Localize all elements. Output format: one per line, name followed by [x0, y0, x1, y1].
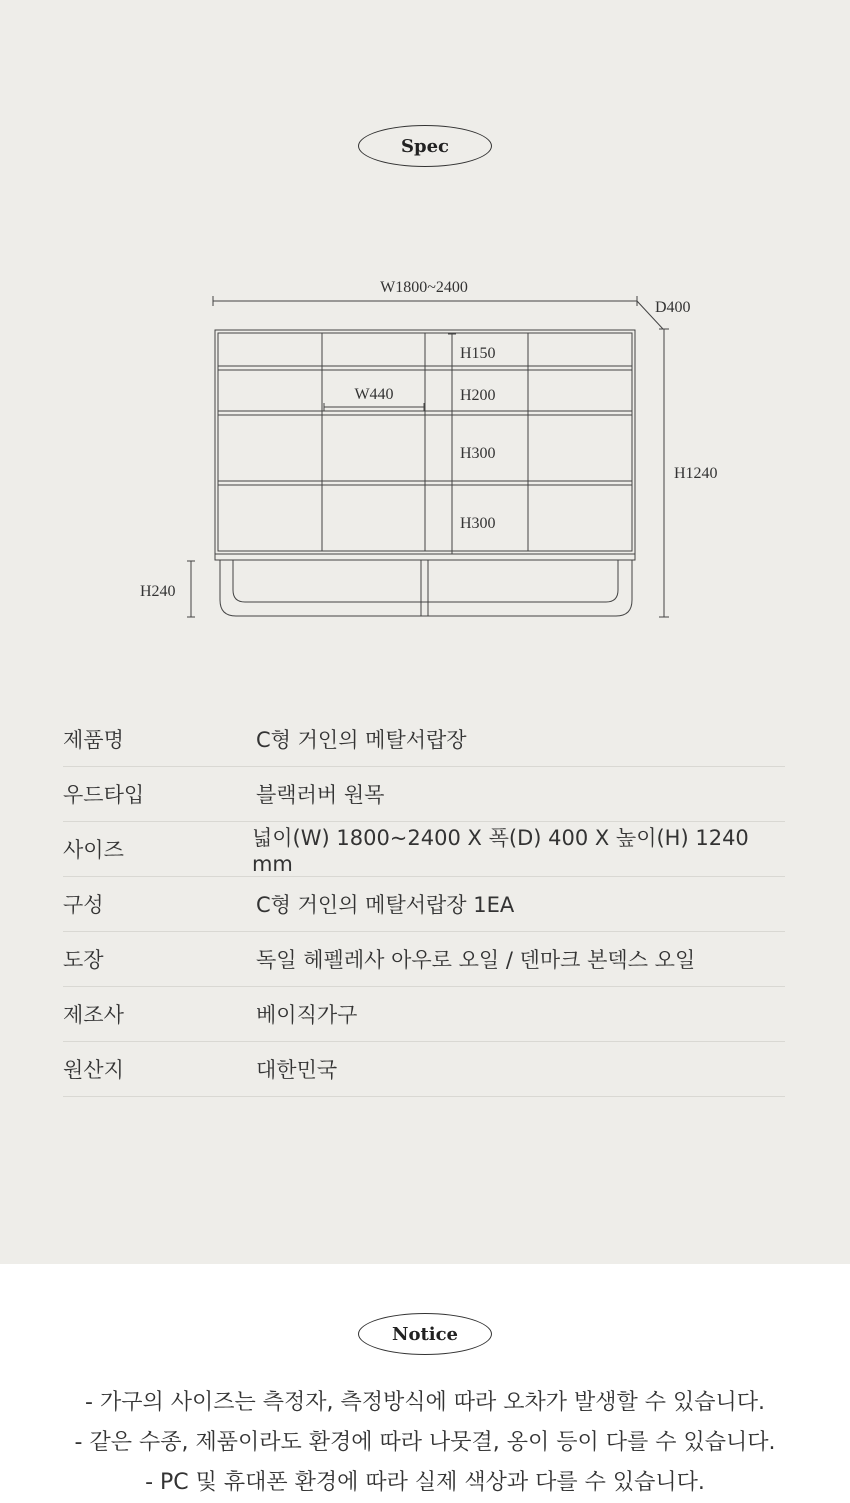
notice-line: - PC 및 휴대폰 환경에 따라 실제 색상과 다를 수 있습니다.	[145, 1470, 705, 1495]
drawer-height-label: H150	[460, 345, 496, 362]
spec-label: 원산지	[63, 1058, 124, 1082]
spec-row	[63, 877, 785, 932]
spec-value: 독일 헤펠레사 아우로 오일 / 덴마크 본덱스 오일	[256, 948, 696, 972]
spec-value: 베이직가구	[256, 1003, 358, 1027]
notice-list	[0, 1383, 850, 1503]
spec-label: 사이즈	[63, 838, 124, 862]
drawer-height-label: H300	[460, 445, 496, 462]
notice-section	[0, 1264, 850, 1496]
spec-title: Spec	[358, 125, 492, 167]
total-height-label: H1240	[674, 465, 718, 482]
spec-row	[63, 987, 785, 1042]
spec-row	[63, 767, 785, 822]
spec-label: 구성	[63, 893, 104, 917]
leg-height-label: H240	[140, 583, 176, 600]
drawer-height-label: H300	[460, 515, 496, 532]
spec-value: 넓이(W) 1800~2400 X 폭(D) 400 X 높이(H) 1240 mm	[251, 826, 749, 876]
spec-value: 대한민국	[256, 1058, 338, 1082]
spec-row	[63, 932, 785, 987]
product-dimension-diagram	[0, 260, 850, 630]
notice-line: - 같은 수종, 제품이라도 환경에 따라 나뭇결, 옹이 등이 다를 수 있습니다.	[74, 1430, 776, 1455]
spec-row	[63, 712, 785, 767]
depth-label: D400	[655, 299, 691, 316]
spec-label: 도장	[63, 948, 104, 972]
notice-line: - 가구의 사이즈는 측정자, 측정방식에 따라 오차가 발생할 수 있습니다.	[85, 1390, 765, 1415]
spec-row	[63, 1042, 785, 1097]
width-label: W1800~2400	[380, 279, 468, 296]
drawer-height-label: H200	[460, 387, 496, 404]
notice-title: Notice	[358, 1313, 492, 1355]
spec-label: 우드타입	[63, 783, 145, 807]
spec-label: 제품명	[63, 728, 124, 752]
spec-row	[63, 822, 785, 877]
spec-value: 블랙러버 원목	[256, 783, 385, 807]
drawer-width-label: W440	[354, 386, 394, 403]
spec-table	[63, 712, 785, 1097]
spec-value: C형 거인의 메탈서랍장 1EA	[256, 893, 515, 917]
spec-value: C형 거인의 메탈서랍장	[256, 728, 467, 752]
spec-label: 제조사	[63, 1003, 124, 1027]
metal-frame	[220, 560, 632, 616]
